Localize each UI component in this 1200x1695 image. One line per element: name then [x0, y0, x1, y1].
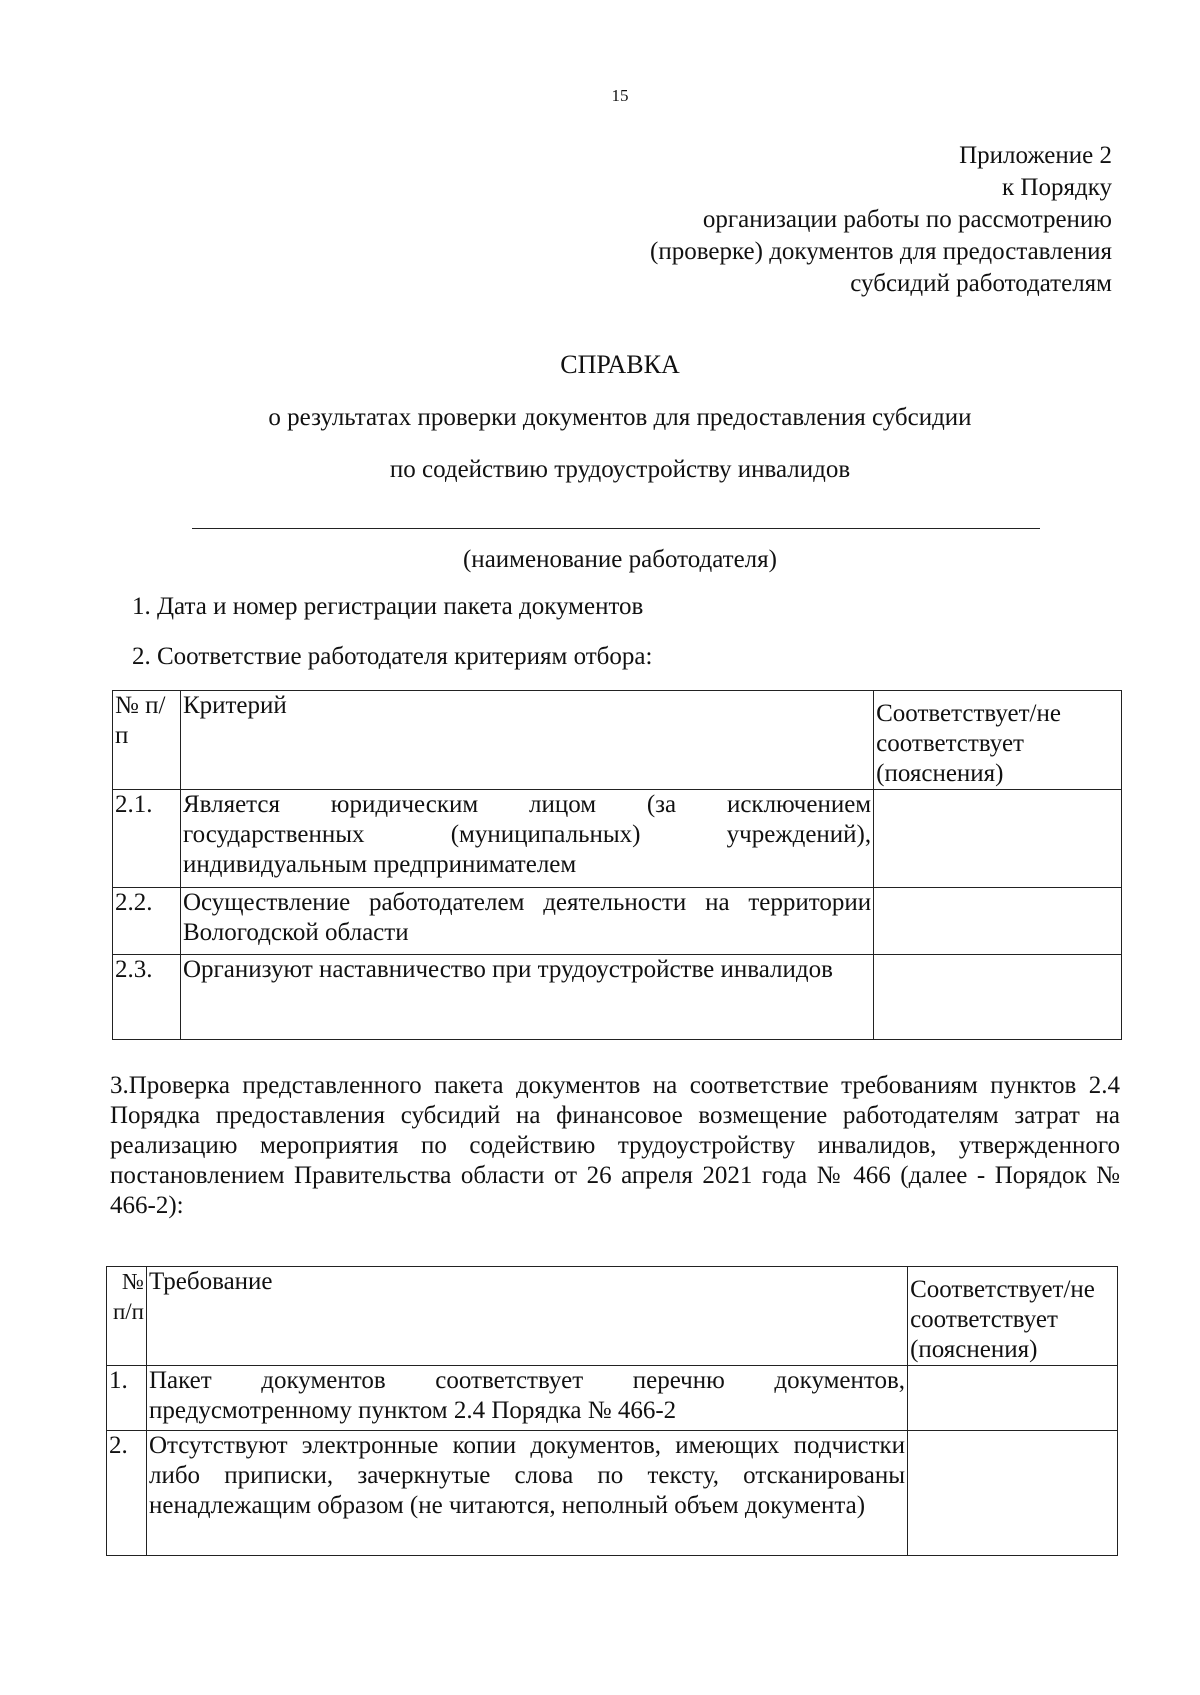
- row-compliance: [908, 1366, 1118, 1431]
- subtitle-line: по содействию трудоустройству инвалидов: [389, 456, 851, 483]
- row-compliance: [874, 790, 1122, 888]
- document-title: СПРАВКА: [560, 350, 680, 379]
- appendix-line: субсидий работодателям: [850, 270, 1112, 297]
- row-requirement: Пакет документов соответствует перечню документов, предусмотренному пунктом 2.4 Порядка № 466-2: [146, 1366, 907, 1431]
- table-row: [113, 790, 1122, 888]
- table-row: [113, 888, 1122, 955]
- table-header-row: [113, 691, 1122, 790]
- table-header-row: [107, 1267, 1118, 1366]
- header-criterion: Критерий: [180, 691, 873, 790]
- row-number: 2.1.: [113, 790, 181, 888]
- row-compliance: [908, 1431, 1118, 1556]
- requirements-table: [106, 1266, 1118, 1556]
- appendix-line: к Порядку: [1002, 174, 1112, 201]
- row-requirement: Отсутствуют электронные копии документов, имеющих подчистки либо приписки, зачеркнутые слова по тексту, отсканированы ненадлежащим образом (не читаются, неполный объем документа): [146, 1431, 907, 1556]
- appendix-header: [650, 140, 1112, 300]
- row-compliance: [874, 955, 1122, 1040]
- row-number: 2.: [107, 1431, 147, 1556]
- row-criterion: Организуют наставничество при трудоустройстве инвалидов: [180, 955, 873, 1040]
- row-compliance: [874, 888, 1122, 955]
- row-number: 2.3.: [113, 955, 181, 1040]
- appendix-line: организации работы по рассмотрению: [702, 206, 1112, 233]
- header-requirement: Требование: [146, 1267, 907, 1366]
- table-row: [107, 1366, 1118, 1431]
- appendix-line: Приложение 2: [959, 142, 1112, 169]
- item-2: 2. Соответствие работодателя критериям отбора:: [132, 643, 653, 670]
- subtitle-line: о результатах проверки документов для предоставления субсидии: [268, 404, 972, 431]
- header-number: № п/п: [113, 691, 181, 790]
- table-row: [113, 955, 1122, 1040]
- item-1: 1. Дата и номер регистрации пакета документов: [132, 593, 644, 620]
- table-row: [107, 1431, 1118, 1556]
- criteria-table: [112, 690, 1122, 1040]
- row-number: 1.: [107, 1366, 147, 1431]
- row-number: 2.2.: [113, 888, 181, 955]
- header-compliance: Соответствует/не соответствует (пояснения): [874, 691, 1122, 790]
- employer-name-line: [192, 528, 1040, 529]
- employer-caption: (наименование работодателя): [462, 546, 777, 573]
- item-3-paragraph: 3.Проверка представленного пакета документов на соответствие требованиям пунктов 2.4 Порядка предоставления субсидий на финансовое возмещение работодателям затрат на реализацию мероприятия по содействию трудоустройству инвалидов, утвержденного постановлением Правительства области от 26 апреля 2021 года № 466 (далее - Порядок № 466-2):: [110, 1072, 1120, 1219]
- row-criterion: Является юридическим лицом (за исключением государственных (муниципальных) учреждений), индивидуальным предпринимателем: [180, 790, 873, 888]
- row-criterion: Осуществление работодателем деятельности на территории Вологодской области: [180, 888, 873, 955]
- header-number: № п/п: [107, 1267, 147, 1366]
- page-number: 15: [611, 86, 629, 105]
- header-compliance: Соответствует/не соответствует (пояснения): [908, 1267, 1118, 1366]
- appendix-line: (проверке) документов для предоставления: [650, 238, 1112, 265]
